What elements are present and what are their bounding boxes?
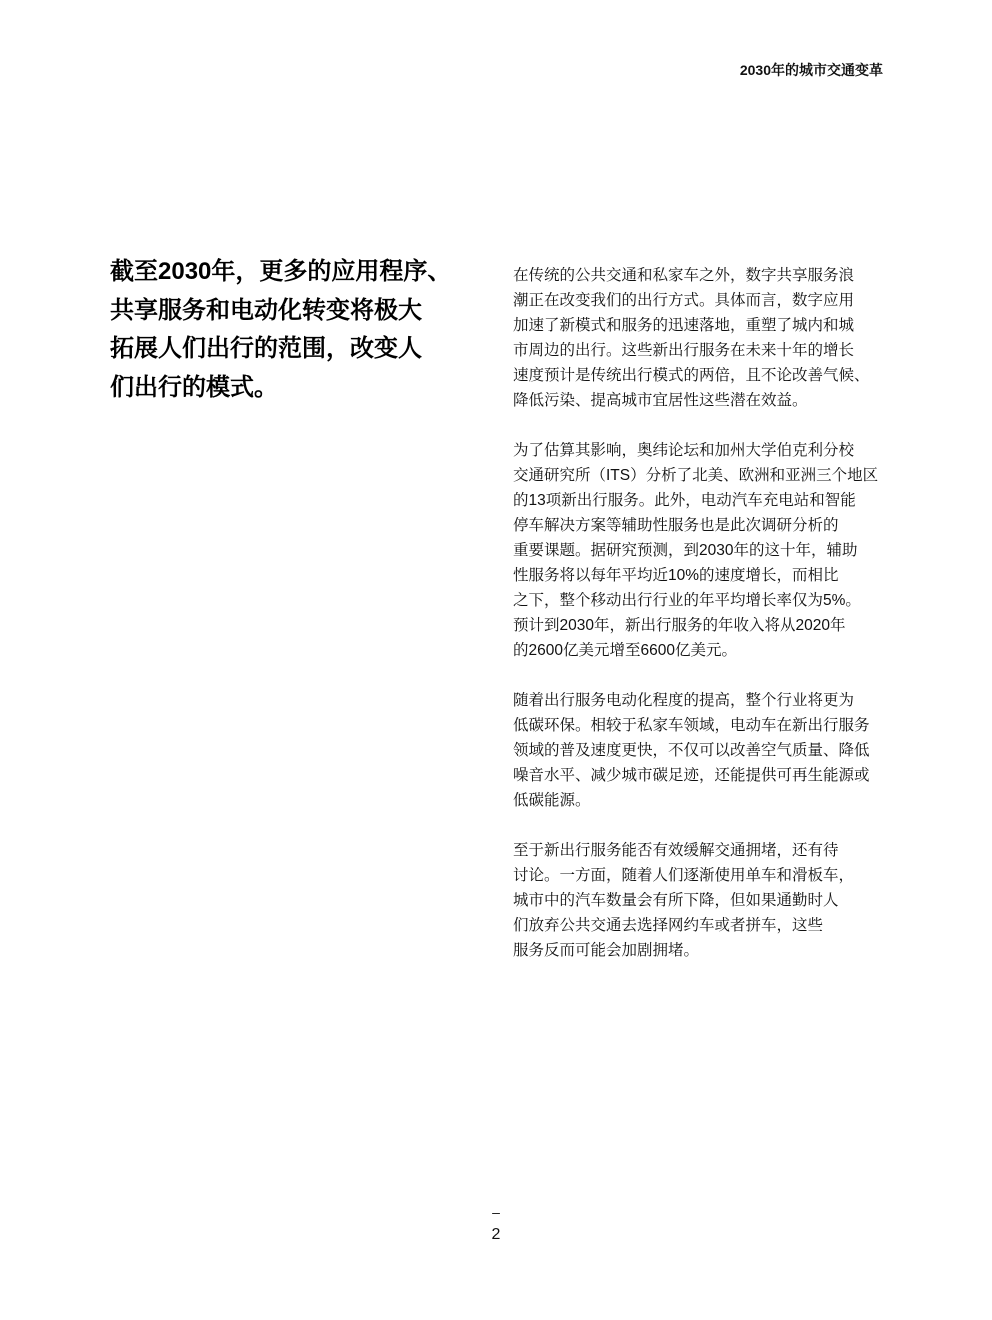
body-paragraph-4 — [513, 838, 903, 963]
text-line: 的2600亿美元增至6600亿美元。 — [513, 642, 737, 659]
text-line: 市周边的出行。这些新出行服务在未来十年的增长 — [513, 342, 855, 359]
text-line: 至于新出行服务能否有效缓解交通拥堵，还有待 — [513, 842, 839, 859]
text-line: 潮正在改变我们的出行方式。具体而言，数字应用 — [513, 292, 855, 309]
body-paragraph-1 — [513, 263, 903, 413]
text-line: 重要课题。据研究预测，到2030年的这十年，辅助 — [513, 542, 858, 559]
body-paragraph-2 — [513, 438, 903, 663]
text-line: 们放弃公共交通去选择网约车或者拼车，这些 — [513, 917, 824, 934]
text-line: 领域的普及速度更快，不仅可以改善空气质量、降低 — [513, 742, 870, 759]
text-line: 讨论。一方面，随着人们逐渐使用单车和滑板车， — [513, 867, 855, 884]
text-line: 噪音水平、减少城市碳足迹，还能提供可再生能源或 — [513, 767, 870, 784]
text-line: 为了估算其影响，奥纬论坛和加州大学伯克利分校 — [513, 442, 855, 459]
headline-line: 截至2030年，更多的应用程序、 — [110, 258, 452, 285]
headline-line: 拓展人们出行的范围，改变人 — [110, 335, 422, 362]
pull-quote-headline — [110, 253, 480, 407]
text-line: 速度预计是传统出行模式的两倍，且不论改善气候、 — [513, 367, 870, 384]
text-line: 性服务将以每年平均近10%的速度增长，而相比 — [513, 567, 839, 584]
text-line: 低碳环保。相较于私家车领域，电动车在新出行服务 — [513, 717, 870, 734]
page-number: 2 — [491, 1226, 501, 1243]
footer-dash: – — [492, 1204, 500, 1220]
headline-line: 共享服务和电动化转变将极大 — [110, 296, 422, 324]
text-line: 加速了新模式和服务的迅速落地，重塑了城内和城 — [513, 317, 855, 334]
running-header-title: 2030年的城市交通变革 — [739, 62, 883, 78]
text-line: 城市中的汽车数量会有所下降，但如果通勤时人 — [513, 892, 839, 909]
text-line: 停车解决方案等辅助性服务也是此次调研分析的 — [513, 517, 839, 534]
text-line: 之下，整个移动出行行业的年平均增长率仅为5%。 — [513, 592, 861, 609]
text-line: 交通研究所（ITS）分析了北美、欧洲和亚洲三个地区 — [513, 467, 879, 484]
text-line: 降低污染、提高城市宜居性这些潜在效益。 — [513, 392, 808, 409]
text-line: 低碳能源。 — [513, 792, 591, 809]
body-text-column — [513, 263, 903, 988]
text-line: 预计到2030年，新出行服务的年收入将从2020年 — [513, 617, 846, 634]
text-line: 在传统的公共交通和私家车之外，数字共享服务浪 — [513, 267, 855, 284]
headline-line: 们出行的模式。 — [110, 373, 278, 401]
body-paragraph-3 — [513, 688, 903, 813]
text-line: 的13项新出行服务。此外，电动汽车充电站和智能 — [513, 492, 856, 509]
text-line: 随着出行服务电动化程度的提高，整个行业将更为 — [513, 692, 855, 709]
text-line: 服务反而可能会加剧拥堵。 — [513, 942, 700, 959]
